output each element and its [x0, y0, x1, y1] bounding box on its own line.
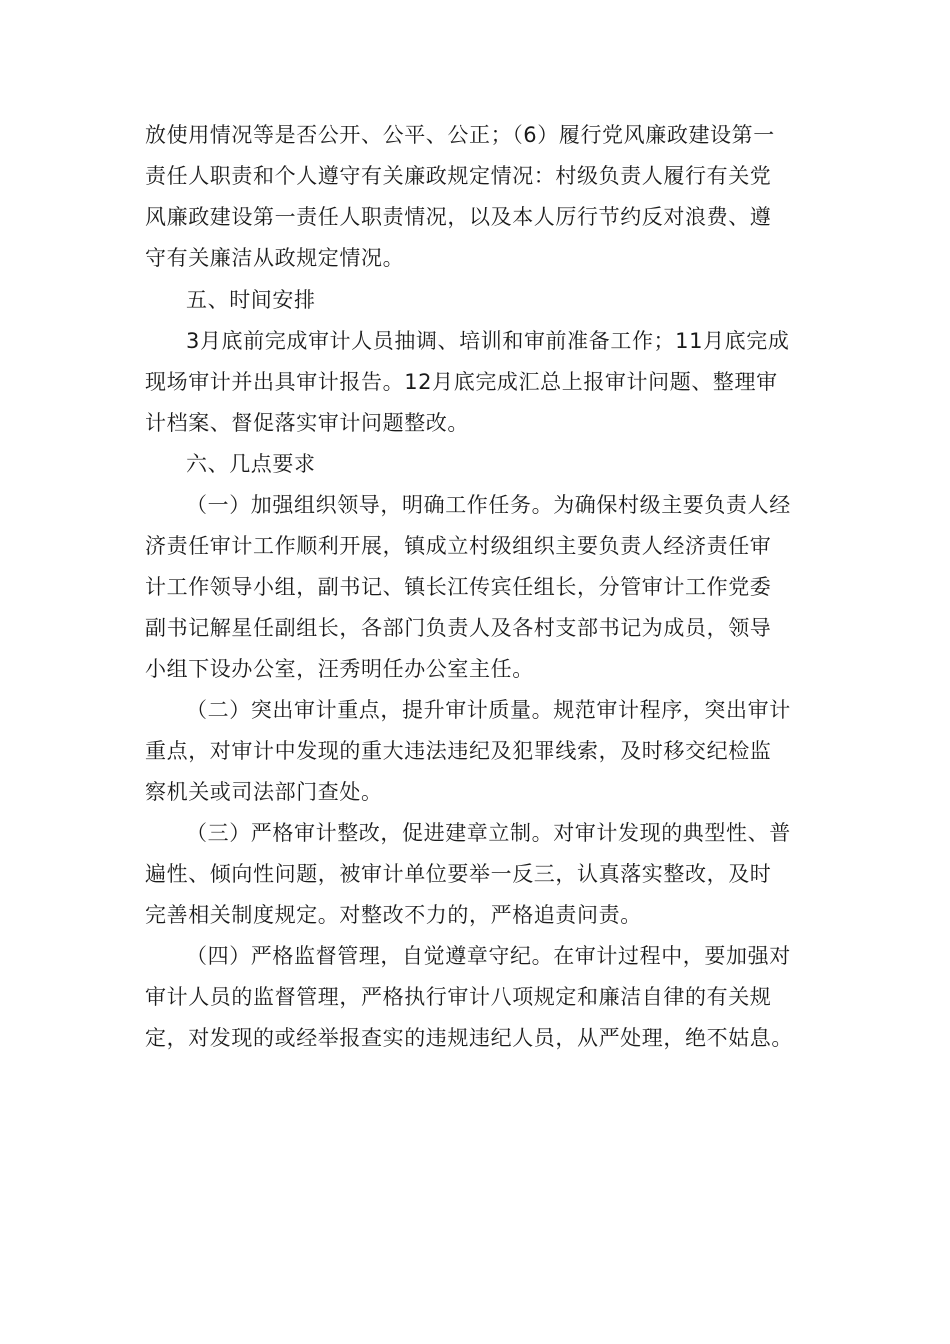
text-line: 放使用情况等是否公开、公平、公正；（6）履行党风廉政建设第一 — [145, 123, 775, 147]
text-line: 计工作领导小组，副书记、镇长江传宾任组长，分管审计工作党委 — [145, 575, 772, 599]
text-line: 计档案、督促落实审计问题整改。 — [145, 411, 469, 435]
text-line: （四）严格监督管理，自觉遵章守纪。在审计过程中，要加强对 — [186, 944, 791, 968]
text-line: 察机关或司法部门查处。 — [145, 780, 383, 804]
text-line: （一）加强组织领导，明确工作任务。为确保村级主要负责人经 — [186, 493, 791, 517]
section-heading: 六、几点要求 — [186, 452, 316, 476]
text-line: 遍性、倾向性问题，被审计单位要举一反三，认真落实整改，及时 — [145, 862, 772, 886]
text-line: 审计人员的监督管理，严格执行审计八项规定和廉洁自律的有关规 — [145, 985, 772, 1009]
section-heading: 五、时间安排 — [186, 288, 316, 312]
text-line: 副书记解星任副组长，各部门负责人及各村支部书记为成员，领导 — [145, 616, 772, 640]
text-line: 风廉政建设第一责任人职责情况，以及本人厉行节约反对浪费、遵 — [145, 205, 772, 229]
text-line: 重点，对审计中发现的重大违法违纪及犯罪线索，及时移交纪检监 — [145, 739, 772, 763]
text-line: 3月底前完成审计人员抽调、培训和审前准备工作；11月底完成 — [186, 329, 790, 353]
text-line: 责任人职责和个人遵守有关廉政规定情况：村级负责人履行有关党 — [145, 164, 772, 188]
text-line: （二）突出审计重点，提升审计质量。规范审计程序，突出审计 — [186, 698, 791, 722]
text-line: 守有关廉洁从政规定情况。 — [145, 246, 405, 270]
text-line: 完善相关制度规定。对整改不力的，严格追责问责。 — [145, 903, 642, 927]
text-line: 小组下设办公室，汪秀明任办公室主任。 — [145, 657, 534, 681]
text-line: （三）严格审计整改，促进建章立制。对审计发现的典型性、普 — [186, 821, 791, 845]
text-line: 济责任审计工作顺利开展，镇成立村级组织主要负责人经济责任审 — [145, 534, 772, 558]
text-line: 定，对发现的或经举报查实的违规违纪人员，从严处理，绝不姑息。 — [145, 1026, 793, 1050]
text-line: 现场审计并出具审计报告。12月底完成汇总上报审计问题、整理审 — [145, 370, 778, 394]
